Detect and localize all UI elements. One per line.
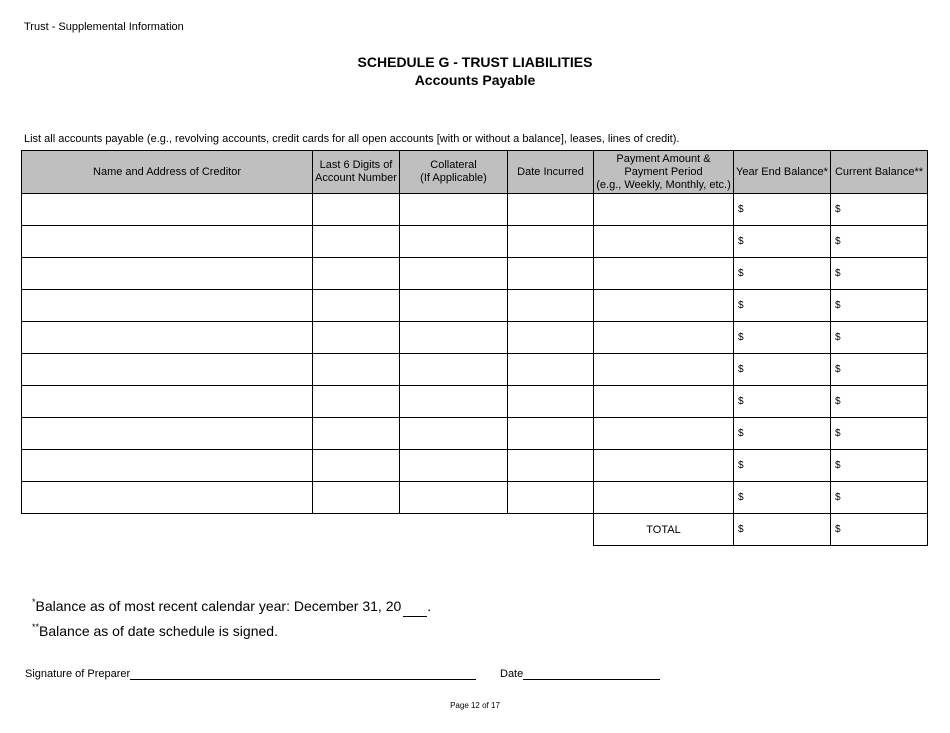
cell-year-end-balance[interactable]: [734, 226, 831, 258]
table-row: [22, 258, 928, 290]
cell-payment[interactable]: [594, 418, 734, 450]
cell-creditor[interactable]: [22, 322, 313, 354]
cell-date-incurred[interactable]: [508, 290, 594, 322]
currency-symbol: $: [738, 492, 744, 503]
cell-account-number[interactable]: [313, 194, 400, 226]
cell-date-incurred[interactable]: [508, 322, 594, 354]
currency-symbol: $: [835, 236, 841, 247]
date-label: Date: [500, 668, 524, 680]
currency-symbol: $: [738, 460, 744, 471]
currency-symbol: $: [738, 300, 744, 311]
cell-year-end-balance[interactable]: [734, 418, 831, 450]
date-line[interactable]: [523, 667, 660, 680]
cell-collateral[interactable]: [400, 354, 508, 386]
total-row-spacer: [22, 514, 594, 546]
cell-payment[interactable]: [594, 226, 734, 258]
currency-symbol: $: [738, 332, 744, 343]
header-payment: Payment Amount & Payment Period (e.g., Weekly, Monthly, etc.): [594, 151, 734, 194]
cell-date-incurred[interactable]: [508, 194, 594, 226]
cell-collateral[interactable]: [400, 418, 508, 450]
footnote-year-end-text: Balance as of most recent calendar year: December 31, 20: [35, 598, 402, 614]
header-date-incurred: Date Incurred: [508, 151, 594, 194]
cell-current-balance[interactable]: [831, 482, 928, 514]
cell-year-end-balance[interactable]: [734, 482, 831, 514]
cell-account-number[interactable]: [313, 418, 400, 450]
currency-symbol: $: [738, 428, 744, 439]
cell-account-number[interactable]: [313, 290, 400, 322]
cell-collateral[interactable]: [400, 386, 508, 418]
cell-payment[interactable]: [594, 450, 734, 482]
cell-collateral[interactable]: [400, 482, 508, 514]
currency-symbol: $: [738, 524, 744, 535]
cell-account-number[interactable]: [313, 322, 400, 354]
cell-date-incurred[interactable]: [508, 482, 594, 514]
cell-year-end-balance[interactable]: [734, 194, 831, 226]
cell-creditor[interactable]: [22, 482, 313, 514]
signature-label: Signature of Preparer: [25, 668, 131, 680]
cell-creditor[interactable]: [22, 258, 313, 290]
footnote-year-end: [32, 592, 431, 617]
currency-symbol: $: [835, 524, 841, 535]
table-header-row: [22, 151, 928, 194]
header-collateral: Collateral (If Applicable): [400, 151, 508, 194]
footnote-current-text: Balance as of date schedule is signed.: [39, 623, 278, 639]
table-row: [22, 226, 928, 258]
page-title: [0, 53, 950, 89]
cell-year-end-balance[interactable]: [734, 354, 831, 386]
cell-creditor[interactable]: [22, 418, 313, 450]
cell-account-number[interactable]: [313, 482, 400, 514]
cell-creditor[interactable]: [22, 290, 313, 322]
table-row: [22, 354, 928, 386]
currency-symbol: $: [738, 204, 744, 215]
header-year-end-balance: Year End Balance*: [734, 151, 831, 194]
currency-symbol: $: [835, 268, 841, 279]
footnote-current: [32, 617, 431, 642]
cell-date-incurred[interactable]: [508, 418, 594, 450]
cell-creditor[interactable]: [22, 450, 313, 482]
table-row: [22, 290, 928, 322]
table-row: [22, 194, 928, 226]
cell-payment[interactable]: [594, 290, 734, 322]
currency-symbol: $: [738, 364, 744, 375]
page-number: Page 12 of 17: [450, 701, 500, 710]
total-year-end-balance[interactable]: [734, 514, 831, 546]
cell-date-incurred[interactable]: [508, 226, 594, 258]
cell-date-incurred[interactable]: [508, 354, 594, 386]
currency-symbol: $: [738, 396, 744, 407]
cell-collateral[interactable]: [400, 290, 508, 322]
cell-account-number[interactable]: [313, 450, 400, 482]
cell-current-balance[interactable]: [831, 226, 928, 258]
cell-payment[interactable]: [594, 386, 734, 418]
table-row: [22, 322, 928, 354]
cell-account-number[interactable]: [313, 226, 400, 258]
currency-symbol: $: [738, 268, 744, 279]
document-header-label: Trust - Supplemental Information: [24, 21, 184, 33]
cell-current-balance[interactable]: [831, 290, 928, 322]
schedule-title: SCHEDULE G - TRUST LIABILITIES: [357, 54, 593, 70]
table-row: [22, 450, 928, 482]
total-label: TOTAL: [594, 514, 734, 546]
signature-date: [500, 667, 660, 680]
cell-payment[interactable]: [594, 258, 734, 290]
cell-collateral[interactable]: [400, 450, 508, 482]
cell-year-end-balance[interactable]: [734, 322, 831, 354]
cell-date-incurred[interactable]: [508, 386, 594, 418]
schedule-subtitle: Accounts Payable: [414, 72, 536, 88]
currency-symbol: $: [835, 364, 841, 375]
table-body: [22, 194, 928, 546]
table-row: [22, 418, 928, 450]
cell-creditor[interactable]: [22, 386, 313, 418]
cell-year-end-balance[interactable]: [734, 386, 831, 418]
total-current-balance[interactable]: [831, 514, 928, 546]
cell-account-number[interactable]: [313, 386, 400, 418]
header-current-balance: Current Balance**: [831, 151, 928, 194]
cell-current-balance[interactable]: [831, 322, 928, 354]
cell-current-balance[interactable]: [831, 194, 928, 226]
cell-year-end-balance[interactable]: [734, 258, 831, 290]
signature-preparer: [25, 667, 476, 680]
cell-year-end-balance[interactable]: [734, 290, 831, 322]
cell-collateral[interactable]: [400, 322, 508, 354]
accounts-payable-table: [21, 150, 928, 546]
cell-date-incurred[interactable]: [508, 258, 594, 290]
cell-account-number[interactable]: [313, 354, 400, 386]
footnote-marker: **: [32, 622, 40, 632]
cell-current-balance[interactable]: [831, 258, 928, 290]
cell-year-end-balance[interactable]: [734, 450, 831, 482]
signature-line[interactable]: [130, 667, 476, 680]
instruction-text: List all accounts payable (e.g., revolving accounts, credit cards for all open accounts [with or without a balance], leases, lines of credit).: [24, 133, 680, 145]
cell-creditor[interactable]: [22, 354, 313, 386]
cell-current-balance[interactable]: [831, 386, 928, 418]
currency-symbol: $: [835, 396, 841, 407]
cell-current-balance[interactable]: [831, 418, 928, 450]
cell-collateral[interactable]: [400, 226, 508, 258]
cell-collateral[interactable]: [400, 194, 508, 226]
cell-current-balance[interactable]: [831, 450, 928, 482]
total-row: [22, 514, 928, 546]
currency-symbol: $: [835, 300, 841, 311]
cell-payment[interactable]: [594, 322, 734, 354]
table-row: [22, 386, 928, 418]
currency-symbol: $: [738, 236, 744, 247]
header-creditor: Name and Address of Creditor: [22, 151, 313, 194]
cell-current-balance[interactable]: [831, 354, 928, 386]
table-row: [22, 482, 928, 514]
currency-symbol: $: [835, 204, 841, 215]
cell-date-incurred[interactable]: [508, 450, 594, 482]
cell-creditor[interactable]: [22, 194, 313, 226]
currency-symbol: $: [835, 460, 841, 471]
year-blank-field[interactable]: [403, 602, 427, 617]
cell-account-number[interactable]: [313, 258, 400, 290]
cell-collateral[interactable]: [400, 258, 508, 290]
footnote-period: .: [427, 598, 432, 614]
currency-symbol: $: [835, 428, 841, 439]
cell-payment[interactable]: [594, 482, 734, 514]
header-account-number: Last 6 Digits of Account Number: [313, 151, 400, 194]
cell-payment[interactable]: [594, 354, 734, 386]
currency-symbol: $: [835, 332, 841, 343]
footnotes: [32, 592, 431, 642]
cell-creditor[interactable]: [22, 226, 313, 258]
currency-symbol: $: [835, 492, 841, 503]
cell-payment[interactable]: [594, 194, 734, 226]
footnote-marker: *: [32, 597, 36, 607]
